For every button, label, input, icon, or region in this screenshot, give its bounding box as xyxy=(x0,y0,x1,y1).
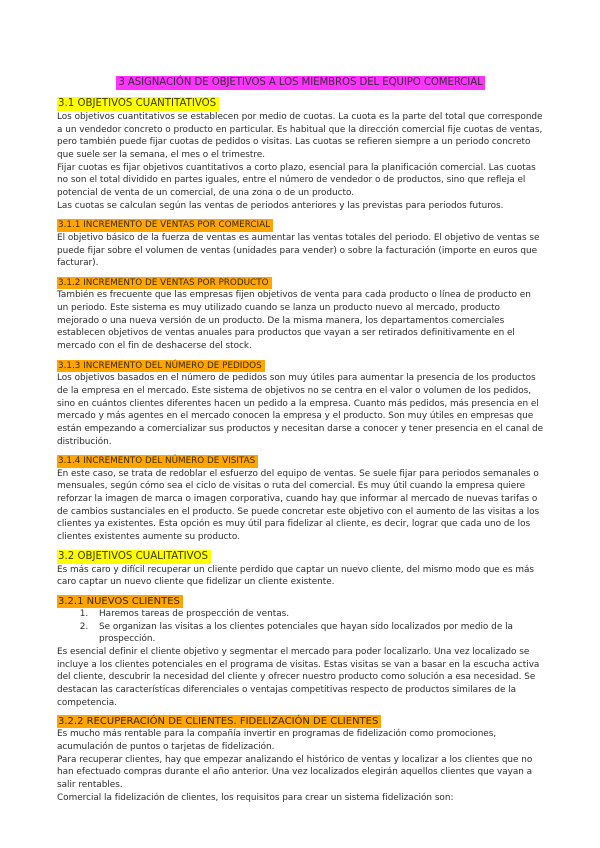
paragraph-3-1-b: Fijar cuotas es fijar objetivos cuantitativos a corto plazo, esencial para la planificación comercial. Las cuotas no son el total dividido en partes iguales, entre el número de vendedor o de productos, sino que refleja el potencial de venta de un comercial, de una zona o de un producto. xyxy=(57,162,536,198)
paragraph-3-1-a: Los objetivos cuantitativos se establecen por medio de cuotas. La cuota es la parte del total que corresponde a un vendedor concreto o producto en particular. Es habitual que la dirección comercial fije cuotas de ventas, pero también puede fijar cuotas de pedidos o visitas. Las cuotas se refieren siempre a un periodo concreto que suele ser la semana, el mes o el trimestre. xyxy=(57,112,543,160)
heading-3-1-4: 3.1.4 INCREMENTO DEL NÚMERO DE VISITAS xyxy=(57,455,258,468)
paragraph-3-1-c: Las cuotas se calculan según las ventas de periodos anteriores y las previstas para periodos futuros. xyxy=(57,200,504,211)
new-clients-list xyxy=(57,608,544,646)
paragraph-3-1-1: El objetivo básico de la fuerza de ventas es aumentar las ventas totales del periodo. El objetivo de ventas se puede fijar sobre el volumen de ventas (unidades para vender) o sobre la facturación (importe en euros que facturar). xyxy=(57,232,540,269)
paragraph-3-2-2-a: Es mucho más rentable para la compañía invertir en programas de fidelización como promociones, acumulación de puntos o tarjetas de fidelización. xyxy=(57,729,497,752)
document-content xyxy=(57,70,544,804)
heading-3-1-1: 3.1.1 INCREMENTO DE VENTAS POR COMERCIAL xyxy=(57,219,273,232)
paragraph-3-2-2-b: Para recuperar clientes, hay que empezar analizando el histórico de ventas y localizar a los clientes que no han efectuado compras durante el año anterior. Una vez localizados elegirán aquellos clientes que vayan a salir rentables. xyxy=(57,754,533,790)
heading-3-2-2: 3.2.2 RECUPERACIÓN DE CLIENTES. FIDELIZACIÓN DE CLIENTES xyxy=(57,715,381,728)
paragraph-3-2-2-c: Comercial la fidelización de clientes, los requisitos para crear un sistema fidelización son: xyxy=(57,792,454,803)
list-item: 1. Haremos tareas de prospección de ventas. xyxy=(91,608,544,621)
paragraph-3-1-4: En este caso, se trata de redoblar el esfuerzo del equipo de ventas. Se suele fijar para periodos semanales o mensuales, según cómo sea el ciclo de visitas o ruta del comercial. Es muy útil cuando la empresa quiere reforzar la imagen de marca o imagen corporativa, cuando hay que informar al mercado de nuevas tarifas o de cambios sustanciales en el producto. Se puede concretar este objetivo con el aumento de las visitas a los clientes ya existentes. Esta opción es muy útil para fidelizar al cliente, es decir, lograr que cada uno de los clientes existentes aumente su producto. xyxy=(57,468,540,543)
title-wrap xyxy=(57,70,544,90)
heading-3-1: 3.1 OBJETIVOS CUANTITATIVOS xyxy=(57,97,219,111)
heading-3-2-1: 3.2.1 NUEVOS CLIENTES xyxy=(57,595,183,608)
paragraph-3-2-1: Es esencial definir el cliente objetivo y segmentar el mercado para poder localizarlo. Una vez localizado se incluye a los clientes potenciales en el programa de visitas. Estas visitas se van a basar en la escucha activa del cliente, descubrir la necesidad del cliente y ofrecer nuestro producto como solución a esa necesidad. Se destacan las características diferenciales o ventajas competitivas respecto de productos similares de la competencia. xyxy=(57,647,540,708)
list-item: 2. Se organizan las visitas a los clientes potenciales que hayan sido localizados por medio de la prospección. xyxy=(91,621,544,646)
paragraph-3-2: Es más caro y difícil recuperar un cliente perdido que captar un nuevo cliente, del mismo modo que es más caro captar un nuevo cliente que fidelizar un cliente existente. xyxy=(57,564,535,588)
heading-3-1-3: 3.1.3 INCREMENTO DEL NÚMERO DE PEDIDOS xyxy=(57,360,265,373)
heading-3-2: 3.2 OBJETIVOS CUALITATIVOS xyxy=(57,550,211,564)
paragraph-3-1-3: Los objetivos basados en el número de pedidos son muy útiles para aumentar la presencia de los productos de la empresa en el mercado. Este sistema de objetivos no se centra en el valor o volumen de los pedidos, sino en cuántos clientes diferentes hacen un pedido a la empresa. Cuanto más pedidos, más presencia en el mercado y más agentes en el mercado conocen la empresa y el producto. Son muy útiles en empresas que están empezando a comercializar sus productos y necesitan darse a conocer y tener presencia en el canal de distribución. xyxy=(57,373,544,447)
paragraph-3-1-2: También es frecuente que las empresas fijen objetivos de venta para cada producto o línea de producto en un periodo. Este sistema es muy utilizado cuando se lanza un producto nuevo al mercado, producto mejorado o una nueva versión de un producto. De la misma manera, los departamentos comerciales establecen objetivos de ventas anuales para productos que vayan a ser retirados definitivamente en el mercado con el fin de deshacerse del stock. xyxy=(57,290,531,352)
document-title: 3 ASIGNACIÓN DE OBJETIVOS A LOS MIEMBROS DEL EQUIPO COMERCIAL xyxy=(118,77,483,88)
heading-3-1-2: 3.1.2 INCREMENTO DE VENTAS POR PRODUCTO xyxy=(57,277,272,290)
